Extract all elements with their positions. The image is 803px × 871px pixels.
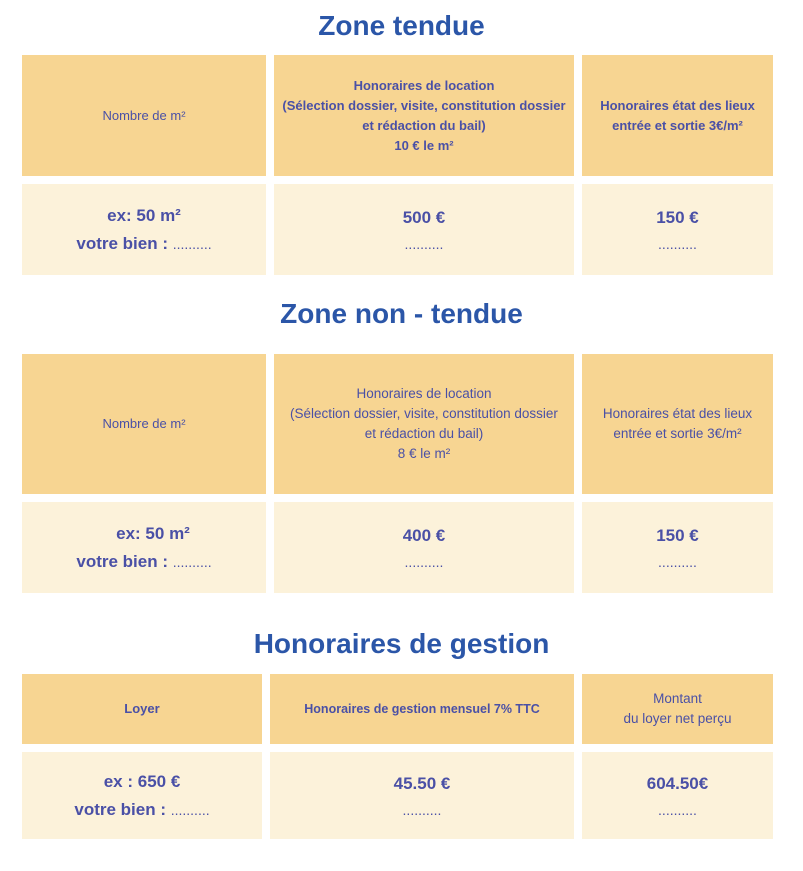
znt-your-property-blank: ..........	[172, 553, 212, 570]
znt-header-location-fees	[274, 354, 574, 494]
gestion-example-rent: ex : 650 €	[103, 771, 181, 791]
znt-row-location-fees	[274, 502, 574, 593]
znt-row-inventory-fees	[582, 502, 773, 593]
zt-example-surface: ex: 50 m²	[107, 205, 181, 225]
gestion-row-rent	[22, 752, 262, 839]
znt-header-inventory-line2: entrée et sortie 3€/m²	[613, 426, 742, 441]
znt-header-surface-label: Nombre de m²	[102, 416, 186, 431]
gestion-your-property-label: votre bien :	[74, 799, 166, 819]
znt-header-location-line2: (Sélection dossier, visite, constitution dossier	[290, 406, 558, 421]
znt-header-location-rate: 8 € le m²	[397, 446, 451, 461]
znt-location-fee-value: 400 €	[402, 525, 446, 545]
znt-row-surface	[22, 502, 266, 593]
gestion-your-property	[74, 796, 209, 824]
znt-header-inventory-line1: Honoraires état des lieux	[602, 406, 753, 421]
znt-header-surface	[22, 354, 266, 494]
gestion-header-net-rent	[582, 674, 773, 744]
gestion-header-rent	[22, 674, 262, 744]
zt-inventory-fee-value: 150 €	[656, 207, 699, 227]
znt-inventory-fee-blank: ..........	[658, 553, 697, 570]
zt-header-location-fees	[274, 55, 574, 176]
gestion-header-net-line2: du loyer net perçu	[623, 711, 732, 726]
zt-row-surface	[22, 184, 266, 275]
title-honoraires-gestion: Honoraires de gestion	[253, 628, 550, 659]
gestion-net-rent-value: 604.50€	[646, 773, 709, 793]
znt-example-surface: ex: 50 m²	[116, 523, 190, 543]
znt-header-location-line1: Honoraires de location	[356, 386, 492, 401]
gestion-header-rent-label: Loyer	[124, 701, 160, 716]
zt-your-property	[76, 230, 211, 258]
gestion-your-property-blank: ..........	[170, 801, 210, 818]
gestion-header-management-label: Honoraires de gestion mensuel 7% TTC	[304, 702, 540, 716]
zt-your-property-blank: ..........	[172, 235, 212, 252]
zt-header-surface-label: Nombre de m²	[102, 107, 186, 123]
zt-inventory-fee-blank: ..........	[658, 235, 697, 252]
znt-your-property	[76, 548, 211, 576]
zt-row-inventory-fees	[582, 184, 773, 275]
zt-location-fee-value: 500 €	[402, 207, 446, 227]
zt-your-property-label: votre bien :	[76, 233, 168, 253]
title-zone-non-tendue: Zone non - tendue	[280, 298, 523, 329]
gestion-row-management-fees	[270, 752, 574, 839]
zt-header-location-line1: Honoraires de location	[353, 77, 495, 93]
gestion-net-rent-blank: ..........	[658, 801, 697, 818]
gestion-management-fee-value: 45.50 €	[393, 773, 451, 793]
gestion-row-net-rent	[582, 752, 773, 839]
zt-header-location-line2: (Sélection dossier, visite, constitution dossier	[282, 97, 566, 113]
gestion-header-net-line1: Montant	[653, 691, 702, 706]
zt-header-inventory-fees	[582, 55, 773, 176]
zt-row-location-fees	[274, 184, 574, 275]
gestion-header-management-fees	[270, 674, 574, 744]
zt-header-location-line3: et rédaction du bail)	[362, 117, 486, 133]
zt-header-inventory-line1: Honoraires état des lieux	[600, 97, 755, 113]
znt-header-location-line3: et rédaction du bail)	[364, 426, 484, 441]
znt-location-fee-blank: ..........	[404, 553, 444, 570]
znt-your-property-label: votre bien :	[76, 551, 168, 571]
znt-header-inventory-fees	[582, 354, 773, 494]
gestion-management-fee-blank: ..........	[402, 801, 442, 818]
zt-location-fee-blank: ..........	[404, 235, 444, 252]
zt-header-location-rate: 10 € le m²	[394, 137, 454, 153]
zt-header-inventory-line2: entrée et sortie 3€/m²	[612, 117, 743, 133]
znt-inventory-fee-value: 150 €	[656, 525, 699, 545]
zt-header-surface	[22, 55, 266, 176]
title-zone-tendue: Zone tendue	[318, 10, 485, 41]
